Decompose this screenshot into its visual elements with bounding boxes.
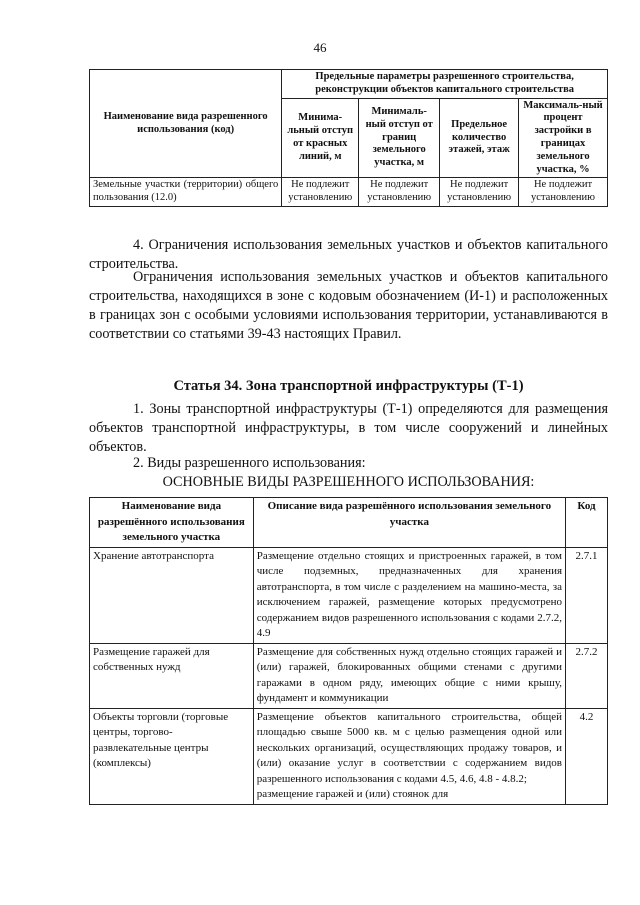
table1-sub-header: Минималь-ный отступ от границ земельного участка, м [359, 98, 440, 178]
table2-header-description: Описание вида разрешённого использования земельного участка [253, 498, 565, 548]
table2-header-code: Код [566, 498, 608, 548]
table1-name-header: Наименование вида разрешенного использования (код) [90, 70, 282, 178]
table2-cell-description: Размещение для собственных нужд отдельно стоящих гаражей и (или) гаражей, блокированных общими стенами с другими гаражами в одном ряду, имеющих общие с ними крышу, фундамент и коммуникации [253, 643, 565, 708]
paragraph-restrictions-body: Ограничения использования земельных участков и объектов капитального строительства, находящихся в зоне с кодовым обозначением (И-1) и расположенных в границах зон с особыми условиями использования территории, устанавливаются в соответствии со статьями 39-43 настоящих Правил. [89, 269, 608, 342]
table1-cell-value: Не подлежит установлению [359, 178, 440, 207]
article-heading: Статья 34. Зона транспортной инфраструктуры (Т-1) [173, 378, 524, 394]
table1-cell-value: Не подлежит установлению [519, 178, 608, 207]
table-row [90, 547, 608, 643]
table1-sub-header: Предельное количество этажей, этаж [440, 98, 519, 178]
table1-cell-name: Земельные участки (территории) общего пользования (12.0) [90, 178, 282, 207]
table-row [90, 643, 608, 708]
table1-sub-header: Минима-льный отступ от красных линий, м [282, 98, 359, 178]
table2-header-name: Наименование вида разрешённого использования земельного участка [90, 498, 254, 548]
table2-cell-name: Хранение автотранспорта [90, 547, 254, 643]
table1-cell-value: Не подлежит установлению [282, 178, 359, 207]
table2-description-part: размещение гаражей и (или) стоянок для [256, 788, 449, 800]
page-number: 46 [313, 40, 327, 55]
paragraph-restrictions-title: 4. Ограничения использования земельных участков и объектов капитального строительства. [89, 237, 608, 272]
table2-cell-code: 2.7.1 [566, 547, 608, 643]
paragraph-zone-definition: 1. Зоны транспортной инфраструктуры (Т-1) определяются для размещения объектов транспортной инфраструктуры, в том числе сооружений и линейных объектов. [89, 401, 608, 455]
table1-group-header: Предельные параметры разрешенного строительства, реконструкции объектов капитального строительства [282, 70, 608, 99]
table2-cell-description [253, 708, 565, 804]
table-row [90, 178, 608, 207]
table2-cell-code: 4.2 [566, 708, 608, 804]
table2-caption: ОСНОВНЫЕ ВИДЫ РАЗРЕШЕННОГО ИСПОЛЬЗОВАНИЯ: [162, 474, 535, 490]
paragraph-usage-types: 2. Виды разрешенного использования: [133, 455, 366, 471]
table2-description-part: Размещение объектов капитального строительства, общей площадью свыше 5000 кв. м с целью размещения одной или нескольких организаций, осуществляющих продажу товаров, и (или) оказание услуг в соответствии с содержанием видов разрешенного использования с кодами 4.5, 4.6, 4.8 - 4.8.2; [256, 710, 563, 785]
table1-cell-value: Не подлежит установлению [440, 178, 519, 207]
table2-cell-name: Объекты торговли (торговые центры, торгово-развлекательные центры (комплексы) [90, 708, 254, 804]
table2-cell-name: Размещение гаражей для собственных нужд [90, 643, 254, 708]
table2-cell-description: Размещение отдельно стоящих и пристроенных гаражей, в том числе подземных, предназначенных для хранения автотранспорта, в том числе с разделением на машино-места, за исключением гаражей, размещение которых предусмотрено содержанием видов разрешенного использования с кодами 2.7.2, 4.9 [253, 547, 565, 643]
table-row [90, 708, 608, 804]
table1-sub-header: Максималь-ный процент застройки в границах земельного участка, % [519, 98, 608, 178]
limits-table [89, 69, 608, 207]
usage-types-table [89, 497, 608, 805]
table2-cell-code: 2.7.2 [566, 643, 608, 708]
